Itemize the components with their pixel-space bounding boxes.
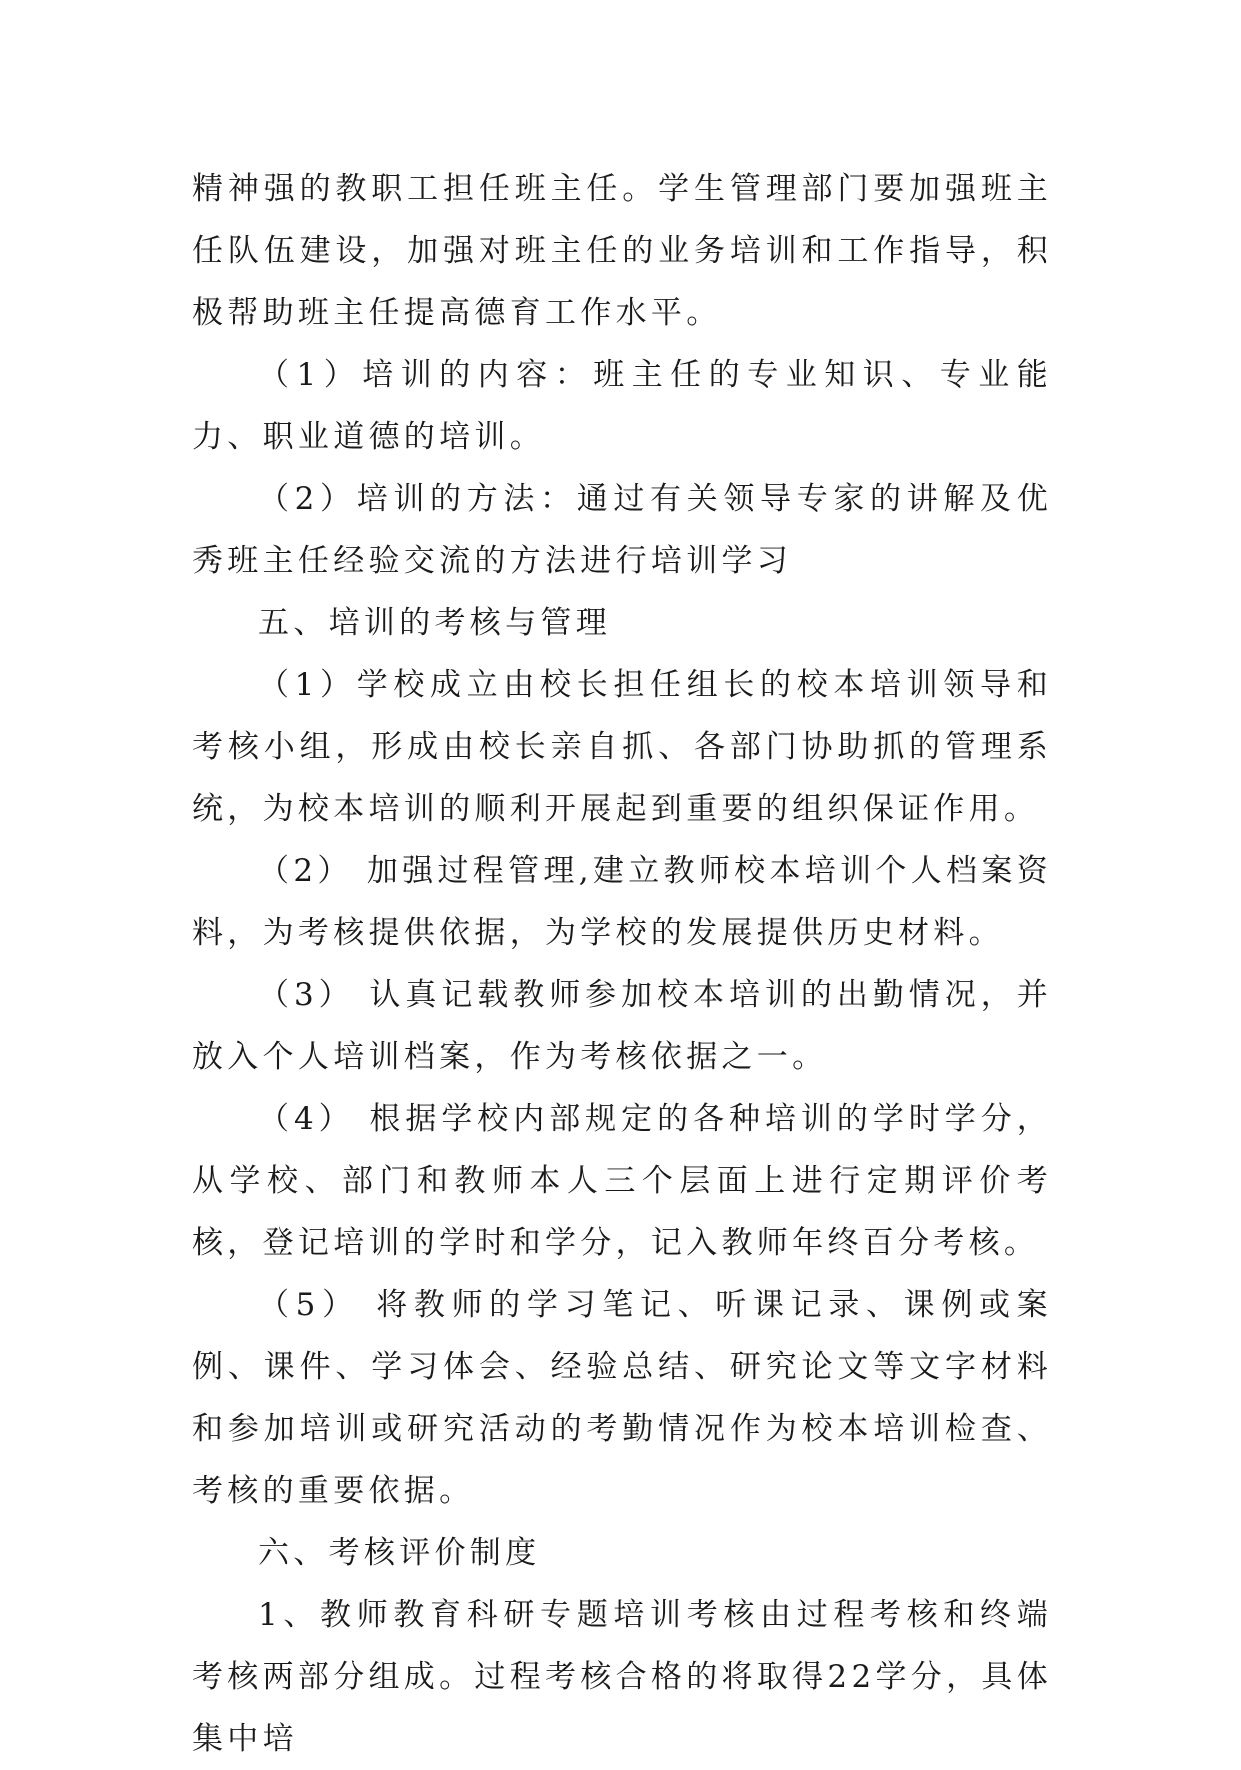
- paragraph-3: （2）培训的方法：通过有关领导专家的讲解及优秀班主任经验交流的方法进行培训学习: [192, 481, 1052, 579]
- section-heading-5: 五、培训的考核与管理: [258, 605, 611, 641]
- paragraph-11: 1、教师教育科研专题培训考核由过程考核和终端考核两部分组成。过程考核合格的将取得22学分，具体集中培: [192, 1597, 1052, 1757]
- section-heading-6: 六、考核评价制度: [258, 1535, 541, 1571]
- paragraph-6: （2） 加强过程管理,建立教师校本培训个人档案资料，为考核提供依据，为学校的发展提供历史材料。: [192, 853, 1052, 951]
- paragraph-7: （3） 认真记载教师参加校本培训的出勤情况，并放入个人培训档案，作为考核依据之一。: [192, 977, 1052, 1075]
- paragraph-1: 精神强的教职工担任班主任。学生管理部门要加强班主任队伍建设，加强对班主任的业务培训和工作指导，积极帮助班主任提高德育工作水平。: [192, 171, 1052, 331]
- paragraph-9: （5） 将教师的学习笔记、听课记录、课例或案例、课件、学习体会、经验总结、研究论文等文字材料和参加培训或研究活动的考勤情况作为校本培训检查、考核的重要依据。: [192, 1287, 1052, 1509]
- document-body: [192, 158, 1052, 1770]
- paragraph-8: （4） 根据学校内部规定的各种培训的学时学分，从学校、部门和教师本人三个层面上进行定期评价考核，登记培训的学时和学分，记入教师年终百分考核。: [192, 1101, 1052, 1261]
- paragraph-2: （1）培训的内容：班主任的专业知识、专业能力、职业道德的培训。: [192, 357, 1052, 455]
- paragraph-5: （1）学校成立由校长担任组长的校本培训领导和考核小组，形成由校长亲自抓、各部门协助抓的管理系统，为校本培训的顺利开展起到重要的组织保证作用。: [192, 667, 1052, 827]
